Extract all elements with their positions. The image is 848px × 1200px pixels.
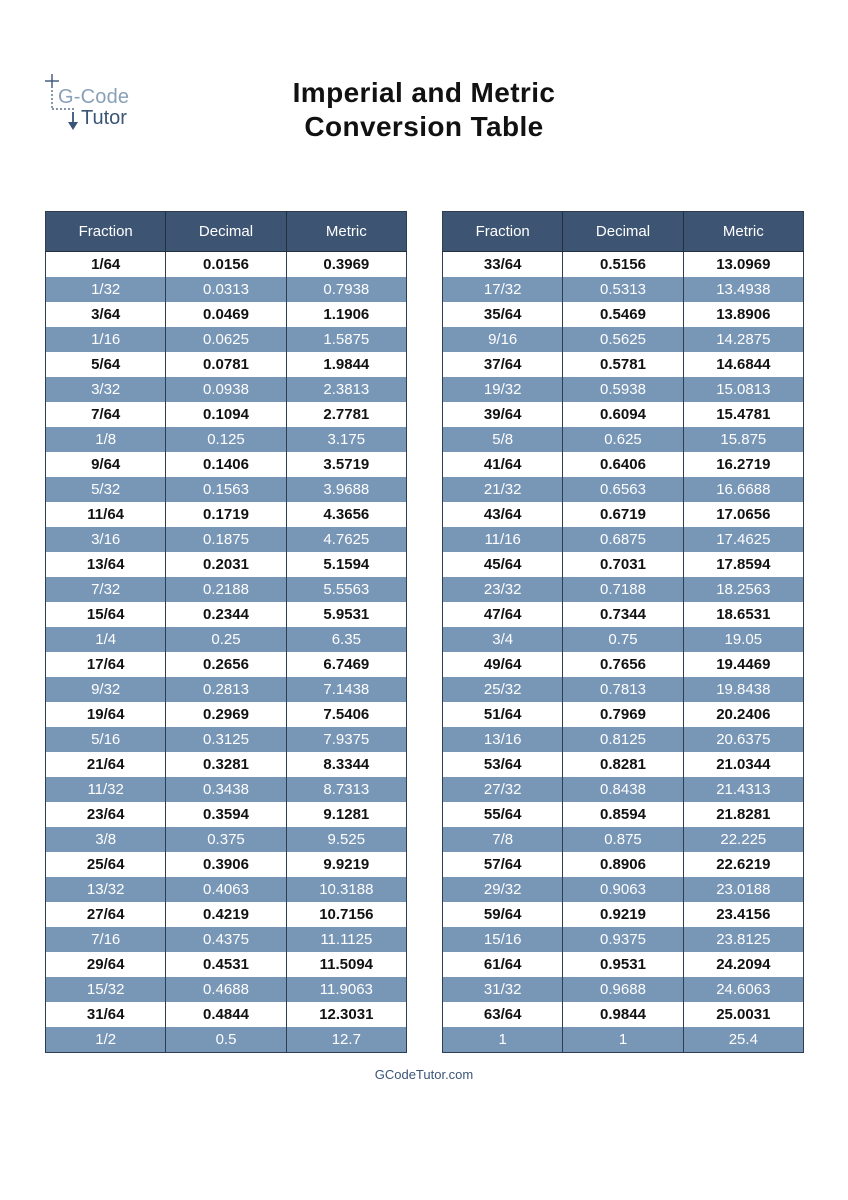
decimal-cell: 0.2344 (166, 602, 286, 627)
metric-cell: 15.0813 (683, 377, 803, 402)
table-row (443, 852, 804, 877)
table-row (443, 602, 804, 627)
table-row (46, 827, 407, 852)
metric-cell: 9.1281 (286, 802, 406, 827)
decimal-cell: 0.7344 (563, 602, 683, 627)
fraction-cell: 21/32 (443, 477, 563, 502)
metric-cell: 24.6063 (683, 977, 803, 1002)
table-row (46, 602, 407, 627)
table-row (443, 702, 804, 727)
table-row (46, 1027, 407, 1053)
fraction-cell: 57/64 (443, 852, 563, 877)
metric-cell: 6.35 (286, 627, 406, 652)
table-row (46, 927, 407, 952)
table-row (443, 252, 804, 278)
fraction-cell: 15/32 (46, 977, 166, 1002)
table-row (443, 277, 804, 302)
metric-cell: 21.8281 (683, 802, 803, 827)
fraction-cell: 3/4 (443, 627, 563, 652)
table-row (443, 352, 804, 377)
metric-cell: 4.3656 (286, 502, 406, 527)
decimal-cell: 0.7813 (563, 677, 683, 702)
metric-cell: 15.875 (683, 427, 803, 452)
metric-cell: 5.1594 (286, 552, 406, 577)
fraction-cell: 27/64 (46, 902, 166, 927)
metric-cell: 6.7469 (286, 652, 406, 677)
metric-cell: 2.7781 (286, 402, 406, 427)
fraction-cell: 5/64 (46, 352, 166, 377)
fraction-cell: 5/16 (46, 727, 166, 752)
header-fraction: Fraction (46, 212, 166, 252)
table-row (443, 802, 804, 827)
table-row (46, 702, 407, 727)
metric-cell: 25.0031 (683, 1002, 803, 1027)
table-row (46, 277, 407, 302)
table-row (46, 402, 407, 427)
metric-cell: 18.2563 (683, 577, 803, 602)
fraction-cell: 3/32 (46, 377, 166, 402)
metric-cell: 13.4938 (683, 277, 803, 302)
decimal-cell: 0.9063 (563, 877, 683, 902)
fraction-cell: 7/32 (46, 577, 166, 602)
header-fraction: Fraction (443, 212, 563, 252)
decimal-cell: 0.1094 (166, 402, 286, 427)
decimal-cell: 0.9844 (563, 1002, 683, 1027)
decimal-cell: 0.6094 (563, 402, 683, 427)
fraction-cell: 1/2 (46, 1027, 166, 1053)
fraction-cell: 9/16 (443, 327, 563, 352)
metric-cell: 11.5094 (286, 952, 406, 977)
fraction-cell: 25/32 (443, 677, 563, 702)
table-row (46, 902, 407, 927)
table-row (46, 302, 407, 327)
table-row (443, 927, 804, 952)
metric-cell: 14.2875 (683, 327, 803, 352)
table-row (46, 477, 407, 502)
metric-cell: 18.6531 (683, 602, 803, 627)
decimal-cell: 0.3594 (166, 802, 286, 827)
fraction-cell: 19/32 (443, 377, 563, 402)
decimal-cell: 0.0625 (166, 327, 286, 352)
decimal-cell: 0.8281 (563, 752, 683, 777)
table-row (46, 252, 407, 278)
metric-cell: 17.0656 (683, 502, 803, 527)
table-row (443, 502, 804, 527)
fraction-cell: 61/64 (443, 952, 563, 977)
decimal-cell: 0.3438 (166, 777, 286, 802)
decimal-cell: 0.375 (166, 827, 286, 852)
decimal-cell: 0.5313 (563, 277, 683, 302)
table-row (46, 752, 407, 777)
metric-cell: 7.1438 (286, 677, 406, 702)
table-row (46, 652, 407, 677)
metric-cell: 7.9375 (286, 727, 406, 752)
table-row (443, 627, 804, 652)
table-row (46, 377, 407, 402)
title-line-2: Conversion Table (304, 111, 544, 142)
fraction-cell: 43/64 (443, 502, 563, 527)
fraction-cell: 49/64 (443, 652, 563, 677)
table-row (46, 1002, 407, 1027)
fraction-cell: 45/64 (443, 552, 563, 577)
fraction-cell: 1/16 (46, 327, 166, 352)
fraction-cell: 63/64 (443, 1002, 563, 1027)
fraction-cell: 41/64 (443, 452, 563, 477)
decimal-cell: 0.5469 (563, 302, 683, 327)
table-row (443, 952, 804, 977)
decimal-cell: 0.6563 (563, 477, 683, 502)
header-metric: Metric (286, 212, 406, 252)
logo-text-gcode: G-Code (58, 86, 130, 108)
fraction-cell: 1 (443, 1027, 563, 1053)
table-row (443, 577, 804, 602)
table-row (443, 402, 804, 427)
decimal-cell: 0.6406 (563, 452, 683, 477)
metric-cell: 12.7 (286, 1027, 406, 1053)
decimal-cell: 0.3281 (166, 752, 286, 777)
decimal-cell: 0.125 (166, 427, 286, 452)
decimal-cell: 0.4375 (166, 927, 286, 952)
metric-cell: 1.5875 (286, 327, 406, 352)
decimal-cell: 0.9219 (563, 902, 683, 927)
fraction-cell: 7/16 (46, 927, 166, 952)
fraction-cell: 9/64 (46, 452, 166, 477)
fraction-cell: 17/32 (443, 277, 563, 302)
table-row (46, 852, 407, 877)
title-line-1: Imperial and Metric (292, 77, 556, 108)
table-row (443, 777, 804, 802)
decimal-cell: 0.1719 (166, 502, 286, 527)
decimal-cell: 0.2969 (166, 702, 286, 727)
decimal-cell: 0.2188 (166, 577, 286, 602)
metric-cell: 3.9688 (286, 477, 406, 502)
fraction-cell: 13/16 (443, 727, 563, 752)
conversion-table-left (45, 211, 407, 1053)
fraction-cell: 23/64 (46, 802, 166, 827)
decimal-cell: 0.0313 (166, 277, 286, 302)
decimal-cell: 0.4688 (166, 977, 286, 1002)
table-row (46, 977, 407, 1002)
metric-cell: 16.2719 (683, 452, 803, 477)
table-row (443, 652, 804, 677)
metric-cell: 5.5563 (286, 577, 406, 602)
decimal-cell: 0.2656 (166, 652, 286, 677)
decimal-cell: 0.5781 (563, 352, 683, 377)
decimal-cell: 0.5 (166, 1027, 286, 1053)
decimal-cell: 0.8906 (563, 852, 683, 877)
fraction-cell: 1/32 (46, 277, 166, 302)
decimal-cell: 0.4219 (166, 902, 286, 927)
fraction-cell: 7/8 (443, 827, 563, 852)
metric-cell: 11.9063 (286, 977, 406, 1002)
table-header-row (46, 212, 407, 252)
fraction-cell: 3/8 (46, 827, 166, 852)
table-row (443, 377, 804, 402)
table-row (46, 677, 407, 702)
metric-cell: 10.3188 (286, 877, 406, 902)
metric-cell: 20.2406 (683, 702, 803, 727)
fraction-cell: 29/64 (46, 952, 166, 977)
fraction-cell: 59/64 (443, 902, 563, 927)
logo (44, 72, 154, 134)
decimal-cell: 0.9375 (563, 927, 683, 952)
metric-cell: 9.525 (286, 827, 406, 852)
decimal-cell: 0.7656 (563, 652, 683, 677)
metric-cell: 5.9531 (286, 602, 406, 627)
table-row (443, 752, 804, 777)
decimal-cell: 1 (563, 1027, 683, 1053)
header-metric: Metric (683, 212, 803, 252)
metric-cell: 17.8594 (683, 552, 803, 577)
fraction-cell: 19/64 (46, 702, 166, 727)
fraction-cell: 51/64 (443, 702, 563, 727)
table-row (443, 452, 804, 477)
decimal-cell: 0.5156 (563, 252, 683, 278)
decimal-cell: 0.4844 (166, 1002, 286, 1027)
fraction-cell: 35/64 (443, 302, 563, 327)
table-row (46, 452, 407, 477)
metric-cell: 15.4781 (683, 402, 803, 427)
metric-cell: 19.05 (683, 627, 803, 652)
table-row (443, 427, 804, 452)
table-row (443, 877, 804, 902)
metric-cell: 23.0188 (683, 877, 803, 902)
decimal-cell: 0.8125 (563, 727, 683, 752)
fraction-cell: 13/32 (46, 877, 166, 902)
fraction-cell: 15/16 (443, 927, 563, 952)
metric-cell: 14.6844 (683, 352, 803, 377)
metric-cell: 0.7938 (286, 277, 406, 302)
table-row (443, 677, 804, 702)
decimal-cell: 0.3125 (166, 727, 286, 752)
fraction-cell: 11/64 (46, 502, 166, 527)
decimal-cell: 0.2031 (166, 552, 286, 577)
table-row (46, 727, 407, 752)
fraction-cell: 55/64 (443, 802, 563, 827)
metric-cell: 4.7625 (286, 527, 406, 552)
conversion-table-right (442, 211, 804, 1053)
decimal-cell: 0.7188 (563, 577, 683, 602)
metric-cell: 21.4313 (683, 777, 803, 802)
metric-cell: 3.5719 (286, 452, 406, 477)
metric-cell: 11.1125 (286, 927, 406, 952)
decimal-cell: 0.625 (563, 427, 683, 452)
table-row (443, 727, 804, 752)
fraction-cell: 7/64 (46, 402, 166, 427)
metric-cell: 17.4625 (683, 527, 803, 552)
decimal-cell: 0.2813 (166, 677, 286, 702)
fraction-cell: 39/64 (443, 402, 563, 427)
table-row (46, 777, 407, 802)
decimal-cell: 0.9688 (563, 977, 683, 1002)
metric-cell: 7.5406 (286, 702, 406, 727)
metric-cell: 23.4156 (683, 902, 803, 927)
table-row (443, 902, 804, 927)
metric-cell: 9.9219 (286, 852, 406, 877)
header-decimal: Decimal (166, 212, 286, 252)
table-header-row (443, 212, 804, 252)
table-row (46, 502, 407, 527)
fraction-cell: 25/64 (46, 852, 166, 877)
fraction-cell: 17/64 (46, 652, 166, 677)
fraction-cell: 3/16 (46, 527, 166, 552)
right-table-body (443, 252, 804, 1053)
decimal-cell: 0.8594 (563, 802, 683, 827)
metric-cell: 0.3969 (286, 252, 406, 278)
table-row (443, 1027, 804, 1053)
fraction-cell: 3/64 (46, 302, 166, 327)
table-row (46, 952, 407, 977)
table-row (443, 527, 804, 552)
logo-text-tutor: Tutor (81, 107, 127, 129)
metric-cell: 16.6688 (683, 477, 803, 502)
metric-cell: 21.0344 (683, 752, 803, 777)
table-row (46, 427, 407, 452)
fraction-cell: 23/32 (443, 577, 563, 602)
metric-cell: 23.8125 (683, 927, 803, 952)
decimal-cell: 0.9531 (563, 952, 683, 977)
fraction-cell: 31/32 (443, 977, 563, 1002)
metric-cell: 2.3813 (286, 377, 406, 402)
metric-cell: 13.8906 (683, 302, 803, 327)
decimal-cell: 0.0469 (166, 302, 286, 327)
table-row (46, 327, 407, 352)
header-decimal: Decimal (563, 212, 683, 252)
metric-cell: 22.6219 (683, 852, 803, 877)
fraction-cell: 1/8 (46, 427, 166, 452)
table-row (443, 477, 804, 502)
metric-cell: 13.0969 (683, 252, 803, 278)
fraction-cell: 11/32 (46, 777, 166, 802)
metric-cell: 19.8438 (683, 677, 803, 702)
fraction-cell: 33/64 (443, 252, 563, 278)
decimal-cell: 0.5938 (563, 377, 683, 402)
fraction-cell: 5/8 (443, 427, 563, 452)
table-row (46, 552, 407, 577)
metric-cell: 1.1906 (286, 302, 406, 327)
metric-cell: 1.9844 (286, 352, 406, 377)
table-row (46, 577, 407, 602)
fraction-cell: 31/64 (46, 1002, 166, 1027)
table-row (46, 352, 407, 377)
table-row (46, 527, 407, 552)
table-row (443, 977, 804, 1002)
decimal-cell: 0.1563 (166, 477, 286, 502)
table-row (46, 802, 407, 827)
fraction-cell: 11/16 (443, 527, 563, 552)
decimal-cell: 0.7969 (563, 702, 683, 727)
metric-cell: 8.7313 (286, 777, 406, 802)
decimal-cell: 0.0938 (166, 377, 286, 402)
fraction-cell: 27/32 (443, 777, 563, 802)
decimal-cell: 0.0781 (166, 352, 286, 377)
fraction-cell: 9/32 (46, 677, 166, 702)
metric-cell: 10.7156 (286, 902, 406, 927)
decimal-cell: 0.0156 (166, 252, 286, 278)
decimal-cell: 0.6719 (563, 502, 683, 527)
decimal-cell: 0.25 (166, 627, 286, 652)
decimal-cell: 0.4063 (166, 877, 286, 902)
metric-cell: 19.4469 (683, 652, 803, 677)
table-row (443, 827, 804, 852)
table-row (443, 327, 804, 352)
fraction-cell: 29/32 (443, 877, 563, 902)
metric-cell: 25.4 (683, 1027, 803, 1053)
fraction-cell: 53/64 (443, 752, 563, 777)
fraction-cell: 15/64 (46, 602, 166, 627)
fraction-cell: 1/64 (46, 252, 166, 278)
page-title (224, 76, 624, 144)
fraction-cell: 1/4 (46, 627, 166, 652)
metric-cell: 24.2094 (683, 952, 803, 977)
table-row (443, 1002, 804, 1027)
footer-website: GCodeTutor.com (374, 1067, 474, 1082)
decimal-cell: 0.8438 (563, 777, 683, 802)
decimal-cell: 0.4531 (166, 952, 286, 977)
decimal-cell: 0.7031 (563, 552, 683, 577)
decimal-cell: 0.3906 (166, 852, 286, 877)
table-row (443, 552, 804, 577)
decimal-cell: 0.1875 (166, 527, 286, 552)
metric-cell: 3.175 (286, 427, 406, 452)
decimal-cell: 0.1406 (166, 452, 286, 477)
fraction-cell: 21/64 (46, 752, 166, 777)
fraction-cell: 47/64 (443, 602, 563, 627)
decimal-cell: 0.5625 (563, 327, 683, 352)
decimal-cell: 0.875 (563, 827, 683, 852)
table-row (46, 627, 407, 652)
decimal-cell: 0.6875 (563, 527, 683, 552)
metric-cell: 12.3031 (286, 1002, 406, 1027)
table-row (46, 877, 407, 902)
metric-cell: 20.6375 (683, 727, 803, 752)
metric-cell: 22.225 (683, 827, 803, 852)
decimal-cell: 0.75 (563, 627, 683, 652)
left-table-body (46, 252, 407, 1053)
table-row (443, 302, 804, 327)
metric-cell: 8.3344 (286, 752, 406, 777)
fraction-cell: 13/64 (46, 552, 166, 577)
fraction-cell: 5/32 (46, 477, 166, 502)
fraction-cell: 37/64 (443, 352, 563, 377)
